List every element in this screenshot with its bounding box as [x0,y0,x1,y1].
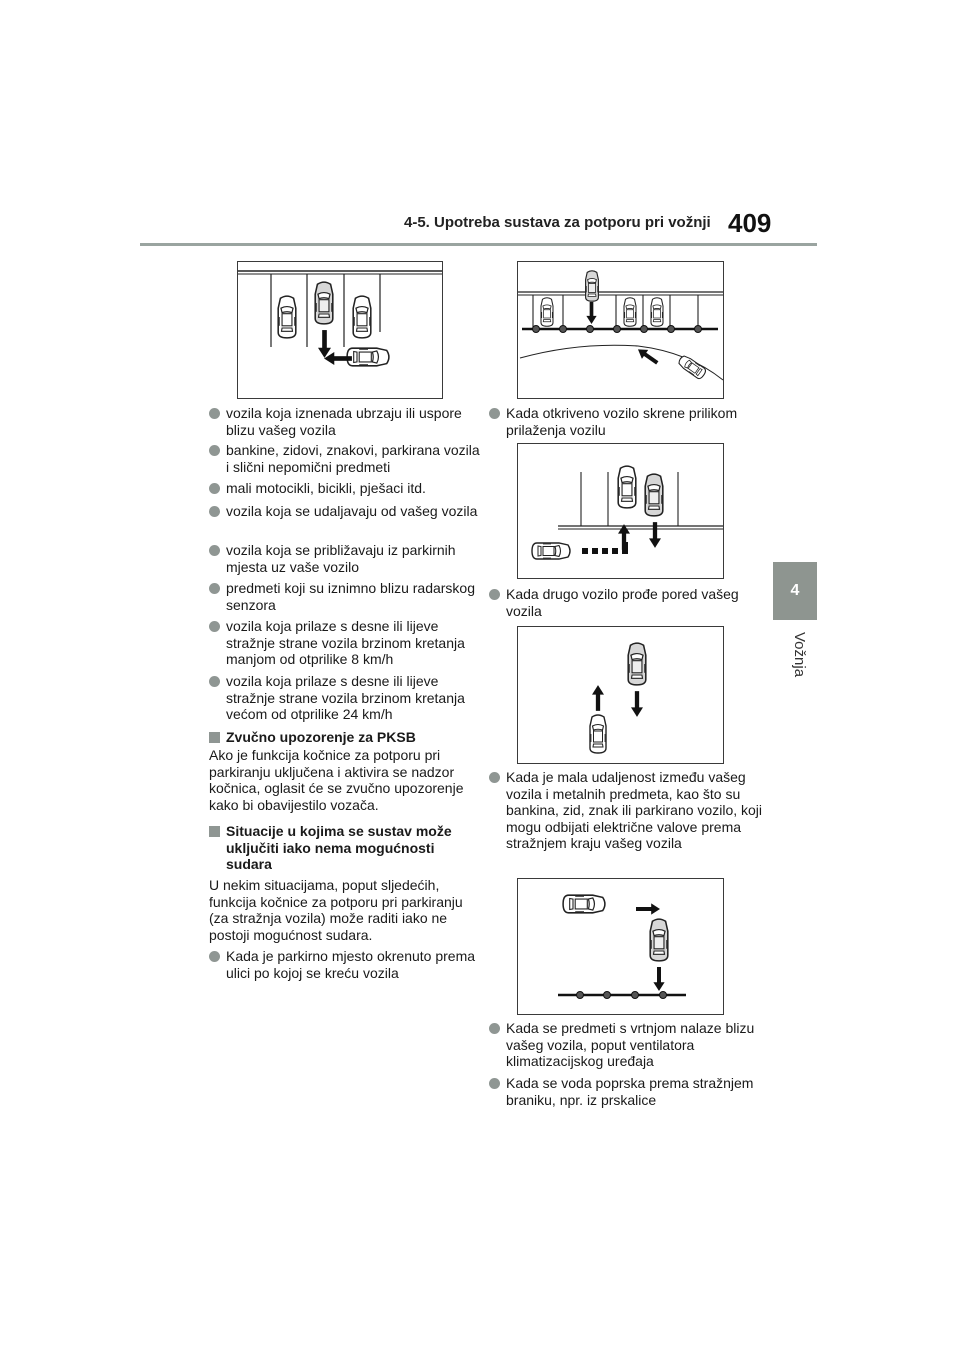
paragraph-situations: U nekim situacijama, poput sljedećih, funkcija kočnice za potporu pri parkiranju (za stražnja vozila) može raditi iako ne postoji mogućnost sudara. [209,877,463,943]
list-item: Kada je mala udaljenost između vašeg vozila i metalnih predmeta, kao što su bankina, zid, znak ili parkirano vozilo, koji mogu odbijati električne valove prema stražnjem kraju vašeg vozila [489,769,772,852]
list-item: Kada otkriveno vozilo skrene prilikom prilaženja vozilu [489,405,772,438]
list-item: Kada se voda poprska prema stražnjem braniku, npr. iz prskalice [489,1075,772,1108]
illustration-parking-lot-crossing [237,261,443,399]
section-title: 4-5. Upotreba sustava za potporu pri vožnji [404,214,711,231]
list-item: Kada drugo vozilo prođe pored vašeg vozila [489,586,772,619]
illustration-metal-objects [517,878,724,1015]
illustration-two-vehicles-passing [517,626,724,764]
list-item: vozila koja se približavaju iz parkirnih mjesta uz vaše vozilo [209,542,484,575]
section-heading-situations: Situacije u kojima se sustav može uključiti iako nema mogućnosti sudara [209,823,484,873]
section-heading-sound-warning: Zvučno upozorenje za PKSB [209,729,484,746]
list-item: predmeti koji su iznimno blizu radarskog senzora [209,580,484,613]
paragraph-sound-warning: Ako je funkcija kočnice za potporu pri parkiranju uključena i aktivira se nadzor kočnica, oglasit će se zvučno upozorenje kako bi obavijestilo vozača. [209,747,464,813]
list-item: vozila koja se udaljavaju od vašeg vozila [209,503,484,520]
illustration-turning-vehicle [517,261,724,399]
list-item: bankine, zidovi, znakovi, parkirana vozila i slični nepomični predmeti [209,442,484,475]
list-item: Kada se predmeti s vrtnjom nalaze blizu vašeg vozila, poput ventilatora klimatizacijskog uređaja [489,1020,772,1070]
page-number: 409 [728,208,772,238]
chapter-tab: 4 [773,562,817,620]
list-item: mali motocikli, bicikli, pješaci itd. [209,480,484,497]
list-item: vozila koja iznenada ubrzaju ili uspore blizu vašeg vozila [209,405,484,438]
chapter-label: Vožnja [791,632,808,678]
list-item: vozila koja prilaze s desne ili lijeve stražnje strane vozila brzinom kretanja većom od otprilike 24 km/h [209,673,484,723]
illustration-passing-vehicle-parking [517,443,724,579]
header-divider [140,243,817,246]
list-item: Kada je parkirno mjesto okrenuto prema ulici po kojoj se kreću vozila [209,948,484,981]
list-item: vozila koja prilaze s desne ili lijeve stražnje strane vozila brzinom kretanja manjom od otprilike 8 km/h [209,618,484,668]
